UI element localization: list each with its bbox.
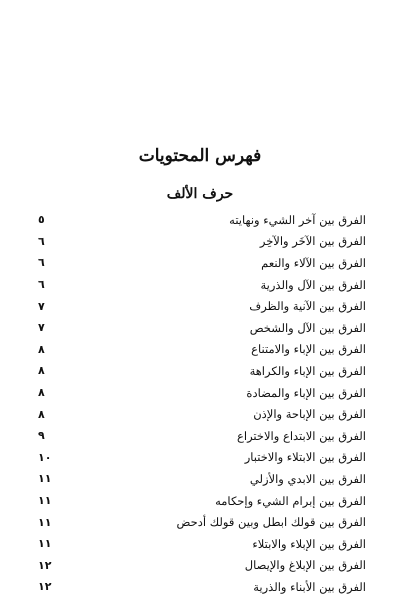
- toc-entry-title: الفرق بين الآنية والظرف: [249, 299, 366, 314]
- toc-entry: [38, 209, 366, 231]
- toc-entry-title: الفرق بين الإبلاغ والإيصال: [244, 558, 366, 573]
- toc-entry-page: ٨: [38, 407, 45, 421]
- toc-entry-page: ٦: [38, 256, 45, 270]
- toc-entry-page: ١١: [38, 537, 52, 551]
- toc-entry: [38, 231, 366, 253]
- toc-entry-page: ٩: [38, 429, 45, 443]
- toc-entry: [38, 274, 366, 296]
- toc-entry-title: الفرق بين إبرام الشيء وإحكامه: [215, 493, 366, 508]
- toc-entry-title: الفرق بين الابدي والأزلي: [249, 471, 366, 486]
- toc-entry-page: ١١: [38, 472, 52, 486]
- toc-entry-page: ١١: [38, 494, 52, 508]
- toc-entry-title: الفرق بين الآلاء والنعم: [261, 255, 366, 270]
- toc-entry-title: الفرق بين آخر الشيء ونهايته: [229, 212, 366, 227]
- toc-entry: [38, 447, 366, 469]
- table-of-contents: [38, 209, 366, 598]
- toc-entry-title: الفرق بين الإباحة والإذن: [253, 407, 366, 422]
- toc-entry-page: ٥: [38, 213, 45, 227]
- page-title: فهرس المحتويات: [138, 146, 262, 166]
- toc-entry-page: ٧: [38, 321, 45, 335]
- toc-entry: [38, 468, 366, 490]
- toc-entry: [38, 360, 366, 382]
- toc-entry: [38, 339, 366, 361]
- toc-entry: [38, 403, 366, 425]
- toc-entry-page: ٧: [38, 299, 45, 313]
- toc-entry: [38, 317, 366, 339]
- toc-entry-title: الفرق بين الآل والشخص: [249, 320, 366, 335]
- toc-entry-title: الفرق بين الابتلاء والاختبار: [244, 450, 366, 465]
- toc-entry-page: ٦: [38, 278, 45, 292]
- toc-entry-page: ١٢: [38, 558, 52, 572]
- toc-entry-title: الفرق بين الإباء والمضادة: [246, 385, 366, 400]
- toc-entry-page: ١٠: [38, 450, 52, 464]
- toc-entry-page: ٨: [38, 386, 45, 400]
- toc-entry-page: ٨: [38, 364, 45, 378]
- toc-entry-title: الفرق بين الإباء والكراهة: [249, 363, 366, 378]
- toc-entry: [38, 533, 366, 555]
- toc-entry: [38, 382, 366, 404]
- toc-entry-title: الفرق بين قولك ابطل وبين قولك أدحض: [176, 515, 366, 530]
- toc-entry-title: الفرق بين الآخَر والآخِر: [259, 234, 366, 249]
- toc-entry: [38, 295, 366, 317]
- toc-entry-title: الفرق بين الإبلاء والابتلاء: [252, 536, 366, 551]
- toc-entry: [38, 490, 366, 512]
- toc-entry-page: ٨: [38, 342, 45, 356]
- toc-entry-title: الفرق بين الإباء والامتناع: [251, 342, 366, 357]
- toc-entry-page: ١١: [38, 515, 52, 529]
- toc-entry: [38, 576, 366, 598]
- toc-entry-title: الفرق بين الابتداع والاختراع: [237, 428, 366, 443]
- toc-entry: [38, 555, 366, 577]
- toc-entry-title: الفرق بين الآل والذرية: [260, 277, 366, 292]
- section-heading: حرف الألف: [166, 186, 234, 202]
- toc-entry: [38, 511, 366, 533]
- toc-entry-page: ١٢: [38, 580, 52, 594]
- toc-entry-page: ٦: [38, 234, 45, 248]
- toc-entry: [38, 252, 366, 274]
- toc-entry: [38, 425, 366, 447]
- toc-entry-title: الفرق بين الأبناء والذرية: [253, 579, 366, 594]
